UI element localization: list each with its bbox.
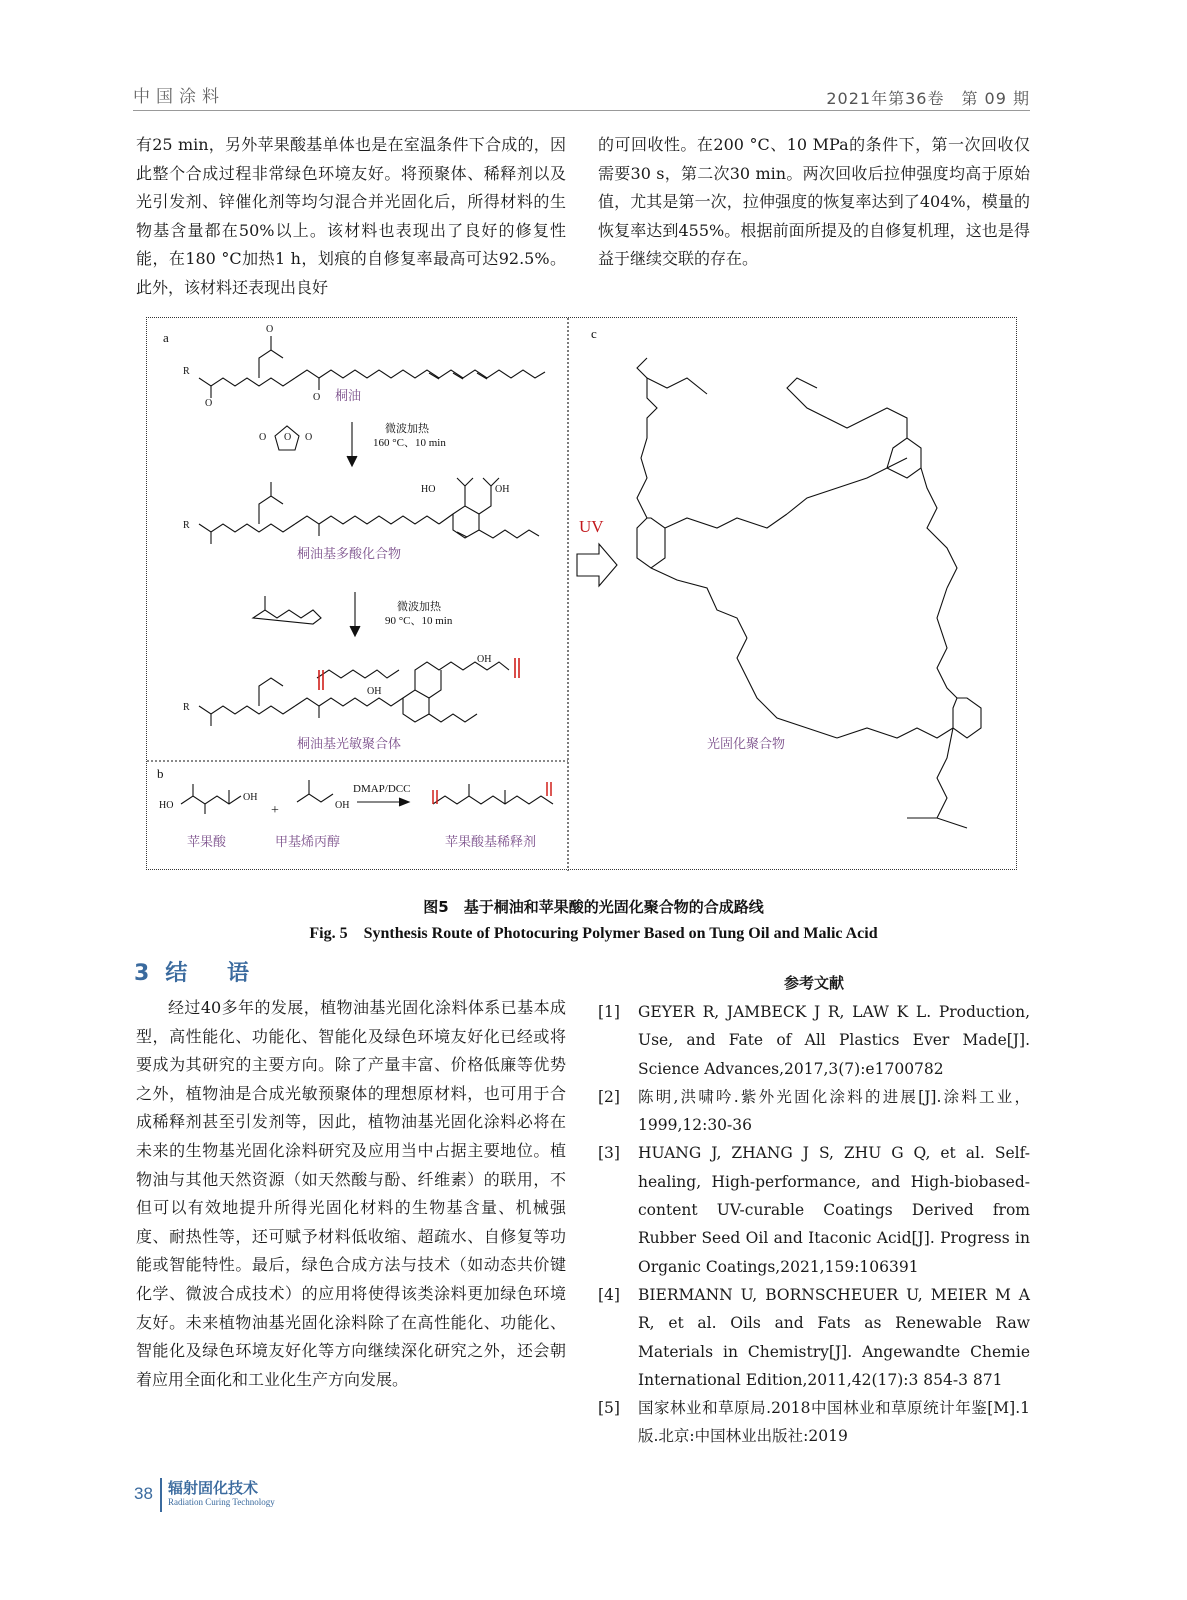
malic-acid-structure	[181, 784, 241, 814]
references-list	[598, 998, 1030, 1451]
reference-text: BIERMANN U, BORNSCHEUER U, MEIER M A R, et al. Oils and Fats as Renewable Raw Materials in Chemistry[J]. Angewandte Chemie International Edition,2011,42(17):3 854-3 871	[638, 1285, 1030, 1389]
panel-label-b: b	[157, 766, 164, 781]
reagent-label: DMAP/DCC	[353, 783, 411, 795]
section-title: 结 语	[165, 961, 265, 986]
section-number: 3	[134, 961, 166, 986]
ma-o3: O	[305, 432, 313, 443]
polyacid-ho: HO	[421, 484, 436, 495]
footer-journal-cn: 辐射固化技术	[168, 1479, 259, 1497]
photopolymer-oh-left: OH	[367, 686, 382, 697]
malic-oh: OH	[243, 792, 258, 803]
figure-caption-en: Fig. 5 Synthesis Route of Photocuring Polymer Based on Tung Oil and Malic Acid	[309, 925, 878, 942]
methallyl-alcohol-structure	[297, 780, 333, 802]
photopolymer-r: R	[183, 702, 190, 713]
diluent-double-bond-left	[433, 790, 437, 804]
figure-caption-cn: 图5 基于桐油和苹果酸的光固化聚合物的合成路线	[423, 898, 764, 916]
footer-divider	[160, 1478, 162, 1512]
conclusion-text	[136, 994, 566, 1394]
panel-label-a: a	[163, 330, 169, 345]
acrylate-double-bond-right	[515, 658, 519, 678]
reference-item	[598, 1139, 1030, 1280]
uv-arrow	[577, 544, 617, 586]
tung-oil-structure	[199, 336, 545, 398]
cured-polymer-network	[637, 358, 981, 828]
conclusion-paragraph: 经过40多年的发展，植物油基光固化涂料体系已基本成型，高性能化、功能化、智能化及绿色环境友好化已经或将要成为其研究的主要方向。除了产量丰富、价格低廉等优势之外，植物油是合成光敏预聚体的理想原材料，也可用于合成稀释剂甚至引发剂等，因此，植物油基光固化涂料必将在未来的生物基光固化涂料研究及应用当中占据主要地位。植物油与其他天然资源（如天然酸与酚、纤维素）的联用，不但可以有效地提升所得光固化材料的生物基含量、机械强度、耐热性等，还可赋予材料低收缩、超疏水、自修复等功能或智能特性。最后，绿色合成方法与技术（如动态共价键化学、微波合成技术）的应用将使得该类涂料更加绿色环境友好。未来植物油基光固化涂料除了在高性能化、功能化、智能化及绿色环境友好化等方向继续深化研究之外，还会朝着应用全面化和工业化生产方向发展。	[136, 998, 566, 1389]
synthesis-route-diagram	[147, 318, 1018, 871]
reference-item	[598, 998, 1030, 1083]
body-text-left-top: 有25 min，另外苹果酸基单体也是在室温条件下合成的，因此整个合成过程非常绿色环境友好。将预聚体、稀释剂以及光引发剂、锌催化剂等均匀混合并光固化后，所得材料的生物基含量都在50%以上。该材料也表现出了良好的修复性能，在180 °C加热1 h，划痕的自修复率最高可达92.5%。此外，该材料还表现出良好	[136, 135, 566, 297]
tung-oil-r1: R	[183, 366, 190, 377]
ma-o2: O	[284, 432, 292, 443]
reference-number: [5]	[598, 1399, 620, 1418]
photosensitive-polymer-structure	[199, 662, 509, 726]
malic-acid-label: 苹果酸	[187, 835, 227, 850]
polyacid-oh: OH	[495, 484, 510, 495]
photopolymer-oh-right: OH	[477, 654, 492, 665]
reaction-arrow-b-head	[399, 798, 409, 806]
issue-info: 2021年第36卷 第 09 期	[826, 89, 1030, 108]
reaction-arrow-1-head	[347, 456, 357, 466]
photopolymer-label: 桐油基光敏聚合体	[297, 737, 402, 752]
malic-ho: HO	[159, 800, 174, 811]
reaction-arrow-2-head	[350, 626, 360, 636]
acrylate-double-bond-left	[319, 670, 323, 690]
diluent-double-bond-right	[547, 782, 551, 796]
tung-oil-o1: O	[205, 398, 213, 409]
section-heading	[134, 956, 265, 987]
page-number: 38	[134, 1484, 153, 1503]
journal-name: 中国涂料	[133, 87, 225, 107]
step1-condition-2: 160 °C、10 min	[373, 437, 446, 449]
reference-text: 陈明,洪啸吟.紫外光固化涂料的进展[J].涂料工业，1999,12:30-36	[638, 1087, 1030, 1135]
reference-text: GEYER R, JAMBECK J R, LAW K L. Production, Use, and Fate of All Plastics Ever Made[J]. Science Advances,2017,3(7):e1700782	[638, 1003, 1030, 1078]
footer-journal-en: Radiation Curing Technology	[168, 1497, 275, 1507]
tung-oil-o3: O	[313, 392, 321, 403]
reference-text: HUANG J, ZHANG J S, ZHU G Q, et al. Self-healing, High-performance, and High-biobased-content UV-curable Coatings Derived from Rubber Seed Oil and Itaconic Acid[J]. Progress in Organic Coatings,2021,159:106391	[638, 1144, 1030, 1276]
reference-number: [1]	[598, 1003, 620, 1021]
reference-number: [2]	[598, 1087, 620, 1106]
uv-label: UV	[579, 517, 604, 536]
glycidyl-methacrylate	[253, 596, 321, 624]
methallyl-oh: OH	[335, 800, 350, 811]
reference-item	[598, 1083, 1030, 1140]
polyacid-r: R	[183, 520, 190, 531]
step1-condition-1: 微波加热	[385, 422, 429, 435]
reference-item	[598, 1394, 1030, 1451]
references-title: 参考文献	[783, 974, 844, 992]
reference-text: 国家林业和草原局.2018中国林业和草原统计年鉴[M].1版.北京:中国林业出版社:2019	[638, 1399, 1030, 1446]
body-text-right-top: 的可回收性。在200 °C、10 MPa的条件下，第一次回收仅需要30 s，第二次30 min。两次回收后拉伸强度均高于原始值，尤其是第一次，拉伸强度的恢复率达到了404%，模量的恢复率达到455%。根据前面所提及的自修复机理，这也是得益于继续交联的存在。	[598, 135, 1030, 269]
panel-label-c: c	[591, 326, 597, 341]
polyacid-label: 桐油基多酸化合物	[297, 547, 402, 562]
header-rule	[133, 110, 1030, 111]
figure-5	[146, 317, 1017, 870]
tung-oil-o2: O	[266, 324, 274, 335]
cured-polymer-label: 光固化聚合物	[707, 737, 786, 752]
polyacid-structure	[199, 478, 539, 544]
malic-diluent-structure	[433, 784, 553, 804]
plus-sign: +	[271, 803, 279, 818]
reference-item	[598, 1281, 1030, 1394]
reference-number: [4]	[598, 1285, 620, 1304]
ma-o1: O	[259, 432, 267, 443]
reference-number: [3]	[598, 1144, 620, 1163]
methallyl-alcohol-label: 甲基烯丙醇	[275, 835, 341, 850]
tung-oil-label: 桐油	[335, 389, 362, 404]
diluent-label: 苹果酸基稀释剂	[445, 835, 537, 850]
step2-condition-2: 90 °C、10 min	[385, 615, 453, 627]
step2-condition-1: 微波加热	[397, 600, 441, 613]
